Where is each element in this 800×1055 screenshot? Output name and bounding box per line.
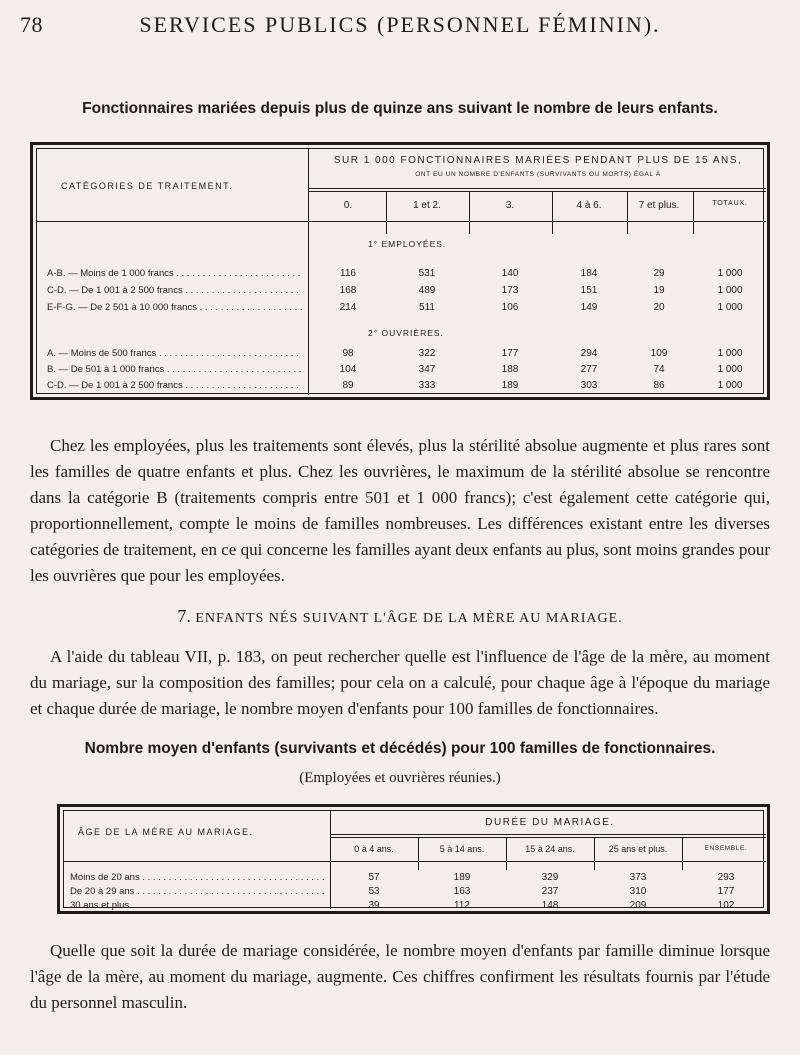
table2-col-header-main: DURÉE DU MARIAGE.	[485, 817, 615, 828]
table2-cell: 102	[717, 900, 735, 911]
table1	[30, 142, 770, 400]
table1-row: C-D. — De 1 001 à 2 500 francs . . .	[47, 380, 302, 391]
table1-col-1: 1 et 2.	[413, 200, 441, 211]
table1-group2-label: 2° OUVRIÈRES.	[368, 328, 444, 338]
table1-cell: 173	[501, 285, 519, 296]
table2-subtitle: (Employées et ouvrières réunies.)	[299, 770, 501, 786]
table2-cell: 329	[541, 872, 559, 883]
table1-cell: 19	[653, 285, 665, 296]
table2-row: De 20 à 29 ans . . .	[70, 886, 325, 897]
table2-cell: 209	[629, 900, 647, 911]
table1-cell: 98	[342, 348, 354, 359]
table2	[57, 804, 770, 914]
table2-cell: 373	[629, 872, 647, 883]
table1-cell: 277	[580, 364, 598, 375]
table2-cell: 177	[717, 886, 735, 897]
table1-cell: 168	[339, 285, 357, 296]
paragraph-2: A l'aide du tableau VII, p. 183, on peut rechercher quelle est l'influence de l'âge de la mère, au moment du mariage, sur la composition des familles; pour cela on a calculé, pour chaque âge à l'époque du mariage et chaque durée de mariage, le nombre moyen d'enfants pour 100 familles de fonctionnaires.	[30, 647, 770, 718]
table1-row: A. — Moins de 500 francs . . .	[47, 348, 302, 359]
paragraph-3: Quelle que soit la durée de mariage considérée, le nombre moyen d'enfants par famille diminue lorsque l'âge de la mère, au moment du mariage, augmente. Ces chiffres confirment les résultats fournis par l'étude du personnel masculin.	[30, 941, 770, 1012]
table1-cell: 188	[501, 364, 519, 375]
table1-col-2: 3.	[505, 200, 515, 211]
table1-cell: 1 000	[717, 268, 743, 279]
table1-cell: 333	[418, 380, 436, 391]
table1-cell: 489	[418, 285, 436, 296]
table1-cell: 1 000	[717, 380, 743, 391]
table2-col-4: ENSEMBLE.	[704, 845, 748, 852]
table1-cell: 531	[418, 268, 436, 279]
table1-cell: 1 000	[717, 348, 743, 359]
table1-col-4: 7 et plus.	[638, 200, 680, 211]
table1-cell: 189	[501, 380, 519, 391]
section-7-heading	[0, 606, 800, 627]
table1-cell: 20	[653, 302, 665, 313]
table2-col-0: 0 à 4 ans.	[354, 844, 394, 854]
table1-group1-label: 1° EMPLOYÉES.	[368, 239, 447, 249]
section-title: ENFANTS NÉS SUIVANT L'ÂGE DE LA MÈRE AU MARIAGE.	[195, 611, 623, 626]
table2-cell: 39	[368, 900, 380, 911]
table1-title: Fonctionnaires mariées depuis plus de quinze ans suivant le nombre de leurs enfants.	[82, 100, 718, 117]
table1-cell: 511	[419, 302, 435, 313]
page-number: 78	[20, 12, 43, 37]
table1-cell: 322	[418, 348, 436, 359]
table1-cell: 104	[339, 364, 357, 375]
table1-cell: 184	[580, 268, 598, 279]
table2-row-header: ÂGE DE LA MÈRE AU MARIAGE.	[78, 827, 254, 837]
table2-cell: 293	[717, 872, 735, 883]
table2-cell: 237	[541, 886, 559, 897]
table1-cell: 294	[580, 348, 598, 359]
table1-col-0: 0.	[343, 200, 353, 211]
table1-col-3: 4 à 6.	[576, 200, 602, 211]
table1-col-header-main: SUR 1 000 FONCTIONNAIRES MARIÉES PENDANT PLUS DE 15 ANS,	[333, 155, 743, 166]
table1-cell: 1 000	[717, 364, 743, 375]
table1-row: A-B. — Moins de 1 000 francs . . .	[47, 268, 302, 279]
table1-cell: 86	[653, 380, 665, 391]
table2-title: Nombre moyen d'enfants (survivants et décédés) pour 100 familles de fonctionnaires.	[84, 740, 716, 757]
table2-col-2: 15 à 24 ans.	[525, 844, 575, 854]
table1-cell: 1 000	[717, 285, 743, 296]
table2-col-3: 25 ans et plus.	[608, 844, 668, 854]
table1-col-5: TOTAUX.	[712, 200, 748, 207]
table2-col-1: 5 à 14 ans.	[439, 844, 485, 854]
table1-cell: 29	[653, 268, 665, 279]
table1-cell: 151	[580, 285, 598, 296]
table1-row-header: CATÉGORIES DE TRAITEMENT.	[61, 181, 234, 191]
table2-row: Moins de 20 ans . . .	[70, 872, 325, 883]
table2-cell: 53	[368, 886, 380, 897]
table1-cell: 89	[342, 380, 354, 391]
table1-cell: 214	[339, 302, 357, 313]
table2-cell: 57	[368, 872, 380, 883]
table1-cell: 347	[418, 364, 436, 375]
table1-cell: 109	[650, 348, 668, 359]
running-title: SERVICES PUBLICS (PERSONNEL FÉMININ).	[139, 12, 661, 37]
table1-row: B. — De 501 à 1 000 francs . . .	[47, 364, 302, 375]
table1-col-header-sub: ONT EU UN NOMBRE D'ENFANTS (SURVIVANTS OU MORTS) ÉGAL À	[415, 171, 661, 178]
table1-cell: 303	[580, 380, 598, 391]
table1-cell: 116	[340, 268, 356, 279]
table1-cell: 106	[501, 302, 519, 313]
table1-cell: 149	[580, 302, 598, 313]
table2-cell: 112	[454, 900, 470, 911]
table1-row: C-D. — De 1 001 à 2 500 francs . . .	[47, 285, 302, 296]
table1-row: E-F-G. — De 2 501 à 10 000 francs . . .	[47, 302, 302, 313]
table1-cell: 177	[501, 348, 519, 359]
paragraph-1: Chez les employées, plus les traitements sont élevés, plus la stérilité absolue augmente et plus rares sont les familles de quatre enfants et plus. Chez les ouvrières, le maximum de la stérilité absolue se rencontre dans la catégorie B (traitements compris entre 501 et 1 000 francs); c'est également cette catégorie qui, proportionnellement, compte le moins de familles nombreuses. Les différences existant entre les diverses catégories de traitement, en ce qui concerne les familles ayant deux enfants au plus, sont moins grandes pour les ouvrières que pour les employées.	[30, 436, 770, 585]
table2-cell: 163	[453, 886, 471, 897]
table1-cell: 1 000	[717, 302, 743, 313]
table2-row: 30 ans et plus . . .	[70, 900, 325, 911]
table1-cell: 140	[501, 268, 519, 279]
section-number: 7.	[177, 606, 191, 626]
table2-cell: 189	[453, 872, 471, 883]
table2-cell: 310	[629, 886, 647, 897]
table1-cell: 74	[653, 364, 665, 375]
table2-cell: 148	[541, 900, 559, 911]
